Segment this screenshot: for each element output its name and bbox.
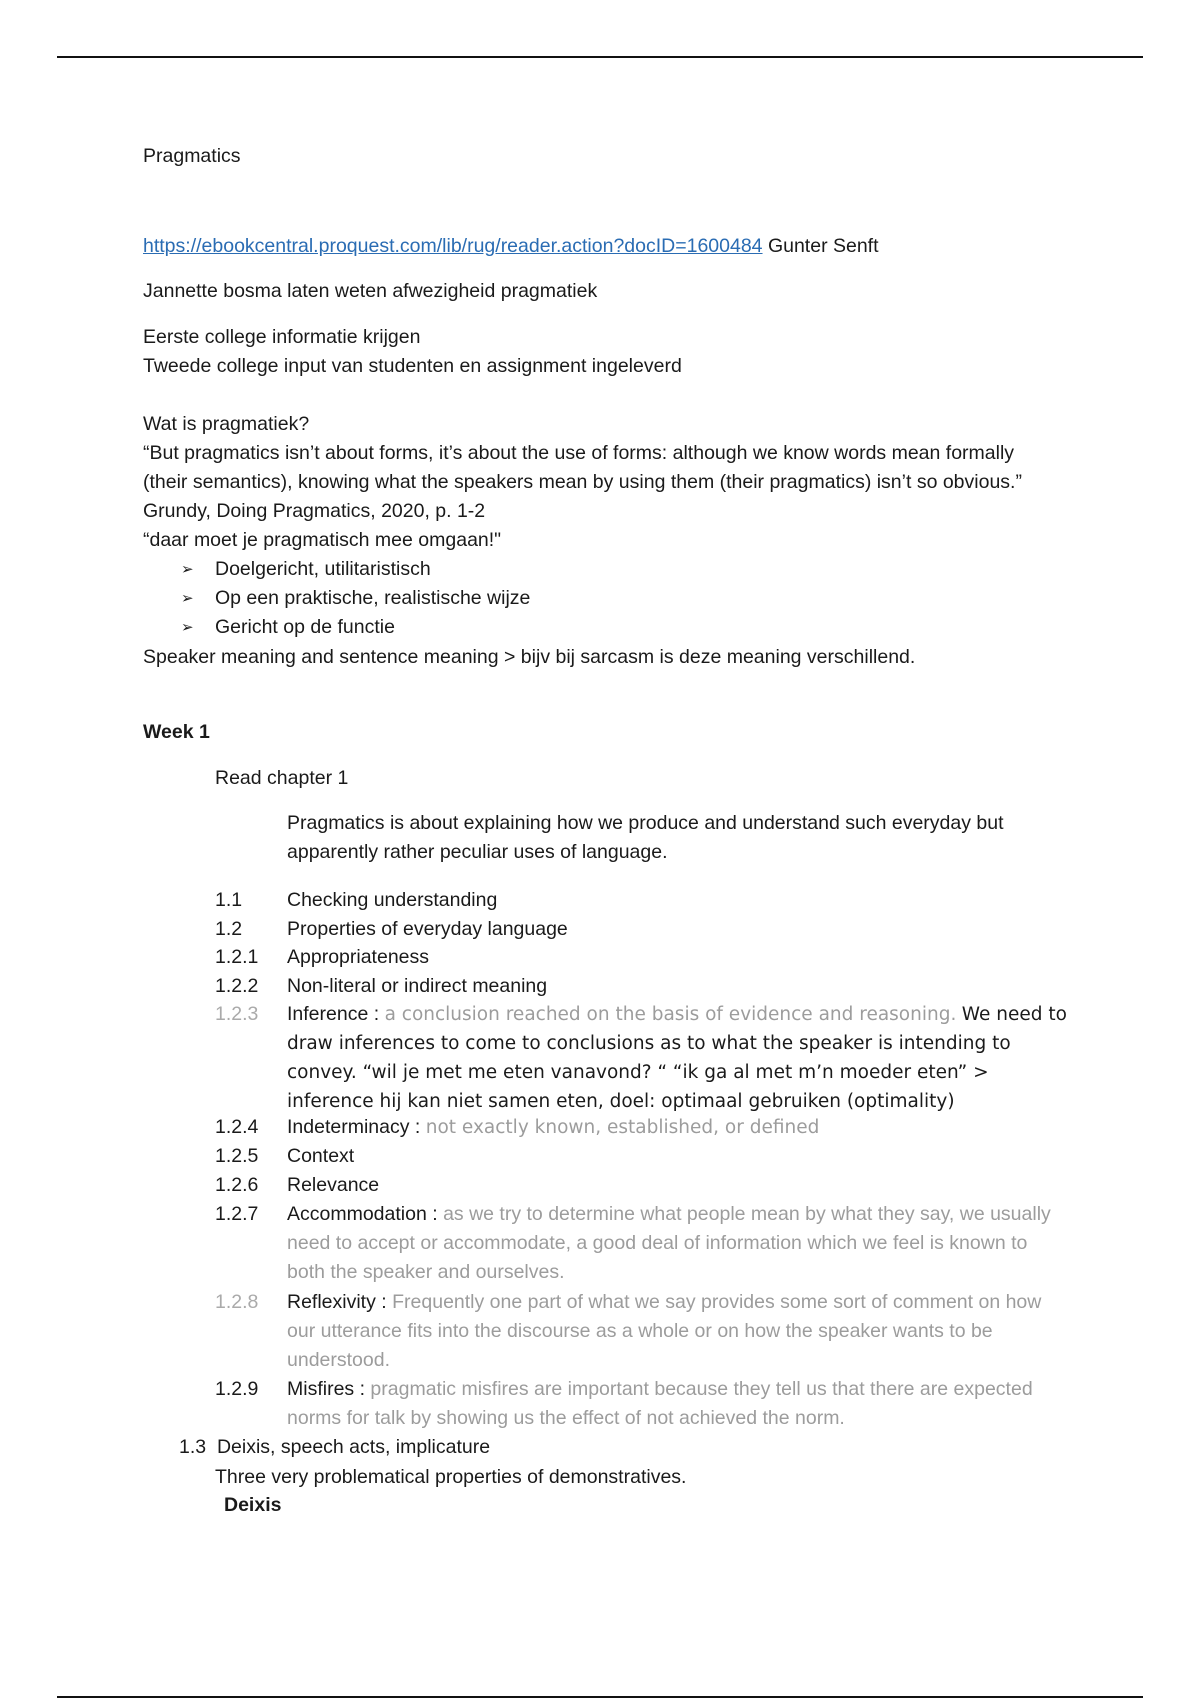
section-definition: not exactly known, established, or defined xyxy=(425,1117,820,1138)
section-number: 1.3 xyxy=(179,1436,207,1458)
footer-rule xyxy=(57,1696,1143,1698)
header-rule xyxy=(57,56,1143,58)
arrow-bullet-icon: ➢ xyxy=(181,561,194,578)
arrow-bullet-icon: ➢ xyxy=(181,590,194,607)
read-instruction: Read chapter 1 xyxy=(215,767,349,789)
deixis-heading: Deixis xyxy=(224,1494,282,1516)
section-title: Checking understanding xyxy=(287,889,498,911)
pragmatics-definition: Pragmatics is about explaining how we produce and understand such everyday but apparently rather peculiar uses of language. xyxy=(287,812,1004,863)
doc-title: Pragmatics xyxy=(143,145,241,167)
section-number: 1.2.7 xyxy=(215,1203,259,1225)
section-misfires xyxy=(287,1375,1067,1433)
section-number: 1.2.1 xyxy=(215,946,259,968)
list-item: ➢ Op een praktische, realistische wijze xyxy=(181,584,530,613)
speaker-meaning-note: Speaker meaning and sentence meaning > bijv bij sarcasm is deze meaning verschillend. xyxy=(143,646,916,668)
section-title: Relevance xyxy=(287,1174,380,1196)
section-title: Appropriateness xyxy=(287,946,430,968)
section-number: 1.2.8 xyxy=(215,1291,259,1313)
section-number: 1.2 xyxy=(215,918,243,940)
section-title: Non-literal or indirect meaning xyxy=(287,975,548,997)
note-jannette: Jannette bosma laten weten afwezigheid pragmatiek xyxy=(143,280,598,302)
section-indeterminacy xyxy=(287,1113,1067,1142)
section-title: Misfires : xyxy=(287,1378,365,1400)
question-heading: Wat is pragmatiek? xyxy=(143,413,310,435)
section-1-3 xyxy=(179,1433,490,1462)
week-heading: Week 1 xyxy=(143,721,210,743)
section-title: Indeterminacy : xyxy=(287,1116,421,1138)
list-item: ➢ Doelgericht, utilitaristisch xyxy=(181,555,530,584)
section-definition: pragmatic misfires are important because they tell us that there are expected norms for talk by showing us the effect of not achieved the norm. xyxy=(287,1378,1033,1429)
bullet-list xyxy=(181,555,530,642)
note-college-1: Eerste college informatie krijgen xyxy=(143,326,421,348)
ebook-link[interactable]: https://ebookcentral.proquest.com/lib/rug/reader.action?docID=1600484 xyxy=(143,235,763,257)
section-title: Inference : xyxy=(287,1003,380,1025)
section-title: Deixis, speech acts, implicature xyxy=(216,1436,491,1458)
section-number: 1.2.2 xyxy=(215,975,259,997)
section-definition: as we try to determine what people mean by what they say, we usually need to accept or accommodate, a good deal of information which we feel is known to both the speaker and ourselves. xyxy=(287,1203,1051,1283)
section-inference xyxy=(287,1000,1067,1116)
section-title: Properties of everyday language xyxy=(287,918,568,940)
section-accommodation xyxy=(287,1200,1067,1287)
section-title: Reflexivity : xyxy=(287,1291,387,1313)
section-definition: a conclusion reached on the basis of evidence and reasoning. xyxy=(384,1004,957,1025)
list-item: ➢ Gericht op de functie xyxy=(181,613,530,642)
section-explanation: We need to draw inferences to come to conclusions as to what the speaker is intending to convey. “wil je met me eten vanavond? “ “ik ga al met m’n moeder eten” > inference hij kan niet samen eten, doel: optimaal gebruiken (optimality) xyxy=(287,1004,1067,1112)
author-name: Gunter Senft xyxy=(767,235,879,257)
section-number: 1.2.6 xyxy=(215,1174,259,1196)
grundy-quote: “But pragmatics isn’t about forms, it’s about the use of forms: although we know words mean formally (their semantics), knowing what the speakers mean by using them (their pragmatics) isn’t so obvious.” Grundy, Doing Pragmatics, 2020, p. 1-2 xyxy=(143,442,1022,522)
quote-dutch: “daar moet je pragmatisch mee omgaan!" xyxy=(143,529,502,551)
arrow-bullet-icon: ➢ xyxy=(181,619,194,636)
section-definition: Frequently one part of what we say provides some sort of comment on how our utterance fits into the discourse as a whole or on how the speaker wants to be understood. xyxy=(287,1291,1042,1371)
section-number: 1.2.3 xyxy=(215,1003,259,1025)
section-number: 1.2.5 xyxy=(215,1145,259,1167)
section-reflexivity xyxy=(287,1288,1067,1375)
note-college-2: Tweede college input van studenten en assignment ingeleverd xyxy=(143,355,682,377)
demonstratives-note: Three very problematical properties of demonstratives. xyxy=(215,1466,687,1488)
section-number: 1.2.9 xyxy=(215,1378,259,1400)
reference-line xyxy=(143,232,879,261)
section-title: Context xyxy=(287,1145,355,1167)
section-number: 1.1 xyxy=(215,889,243,911)
section-number: 1.2.4 xyxy=(215,1116,259,1138)
section-title: Accommodation : xyxy=(287,1203,438,1225)
